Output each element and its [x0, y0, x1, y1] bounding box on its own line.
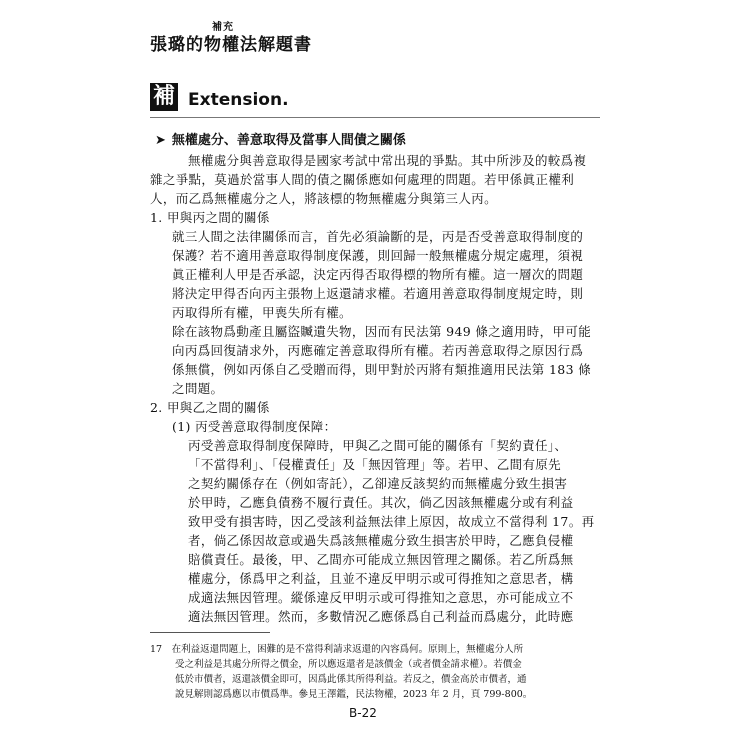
page-number: B-22	[349, 706, 377, 720]
body-line: 眞正權利人甲是否承認，決定丙得否取得標的物所有權。這一層次的問題	[172, 267, 584, 282]
item-heading: (1) 丙受善意取得制度保障：	[172, 419, 337, 434]
body-line: 向丙爲回復請求外，丙應確定善意取得所有權。若丙善意取得之原因行爲	[172, 343, 584, 358]
body-line: 除在該物爲動產且屬盜贓遺失物，因而有民法第 949 條之適用時，甲可能	[172, 324, 592, 339]
body-line: 於甲時，乙應負債務不履行責任。其次，倘乙因該無權處分或有利益	[188, 495, 574, 510]
section-heading: ➤ 無權處分、善意取得及當事人間債之關係	[155, 133, 406, 148]
body-line: 致甲受有損害時，因乙受該利益無法律上原因，故成立不當得利 17。再	[188, 514, 595, 529]
body-line: 賠償責任。最後，甲、乙間亦可能成立無因管理之關係。若乙所爲無	[188, 552, 574, 567]
footnote-divider	[150, 632, 270, 633]
extension-title: Extension.	[188, 90, 289, 110]
chevron-right-icon: ➤	[155, 133, 166, 148]
body-line: 之問題。	[172, 381, 224, 396]
body-line: 係無償，例如丙係自乙受贈而得，則甲對於丙將有類推適用民法第 183 條	[172, 362, 592, 377]
footnote-line: 低於市價者，返還該價金即可，因爲此係其所得利益。若反之，價金高於市價者，通	[175, 674, 527, 685]
body-line: 丙受善意取得制度保障時，甲與乙之間可能的關係有「契約責任」、	[188, 438, 568, 453]
body-line: 者，倘乙係因故意或過失爲該無權處分致生損害於甲時，乙應負侵權	[188, 533, 574, 548]
body-line: 成適法無因管理。縱係違反甲明示或可得推知之意思，亦可能成立不	[188, 590, 574, 605]
body-line: 丙取得所有權，甲喪失所有權。	[172, 305, 352, 320]
body-line: 無權處分與善意取得是國家考試中常出現的爭點。其中所涉及的較爲複	[188, 153, 587, 168]
title-divider	[150, 117, 600, 118]
footnote-line: 說見解則認爲應以市價爲準。參見王澤鑑，民法物權，2023 年 2 月，頁 799-800。	[175, 689, 533, 700]
footnote-line: 受之利益是其處分所得之價金，所以應返還者是該價金（或者價金請求權）。若價金	[175, 659, 522, 670]
body-line: 就三人間之法律關係而言，首先必須論斷的是，丙是否受善意取得制度的	[172, 229, 584, 244]
body-line: 適法無因管理。然而，多數情況乙應係爲自己利益而爲處分，此時應	[188, 609, 574, 624]
supplement-box-icon: 補	[150, 83, 178, 111]
subsection-heading: 2. 甲與乙之間的關係	[150, 400, 270, 415]
body-line: 「不當得利」、「侵權責任」及「無因管理」等。若甲、乙間有原先	[188, 457, 562, 472]
body-line: 權處分，係爲甲之利益，且並不違反甲明示或可得推知之意思者，構	[188, 571, 574, 586]
footnote-line: 17 在利益返還問題上，困難的是不當得利請求返還的內容爲何。原則上，無權處分人所	[150, 644, 524, 655]
body-line: 人，而乙爲無權處分之人，將該標的物無權處分與第三人丙。	[150, 191, 497, 206]
body-line: 將決定甲得否向丙主張物上返還請求權。若適用善意取得制度規定時，則	[172, 286, 584, 301]
body-line: 之契約關係存在（例如寄託），乙卻違反該契約而無權處分致生損害	[188, 476, 568, 491]
body-line: 雜之爭點，莫過於當事人間的債之關係應如何處理的問題。若甲係眞正權利	[150, 172, 575, 187]
subsection-heading: 1. 甲與丙之間的關係	[150, 210, 270, 225]
header-superscript: 補充	[212, 22, 234, 33]
body-line: 保護？若不適用善意取得制度保護，則回歸一般無權處分規定處理，須視	[172, 248, 584, 263]
running-header: 張璐的物權法 補充 解題書	[150, 30, 312, 55]
